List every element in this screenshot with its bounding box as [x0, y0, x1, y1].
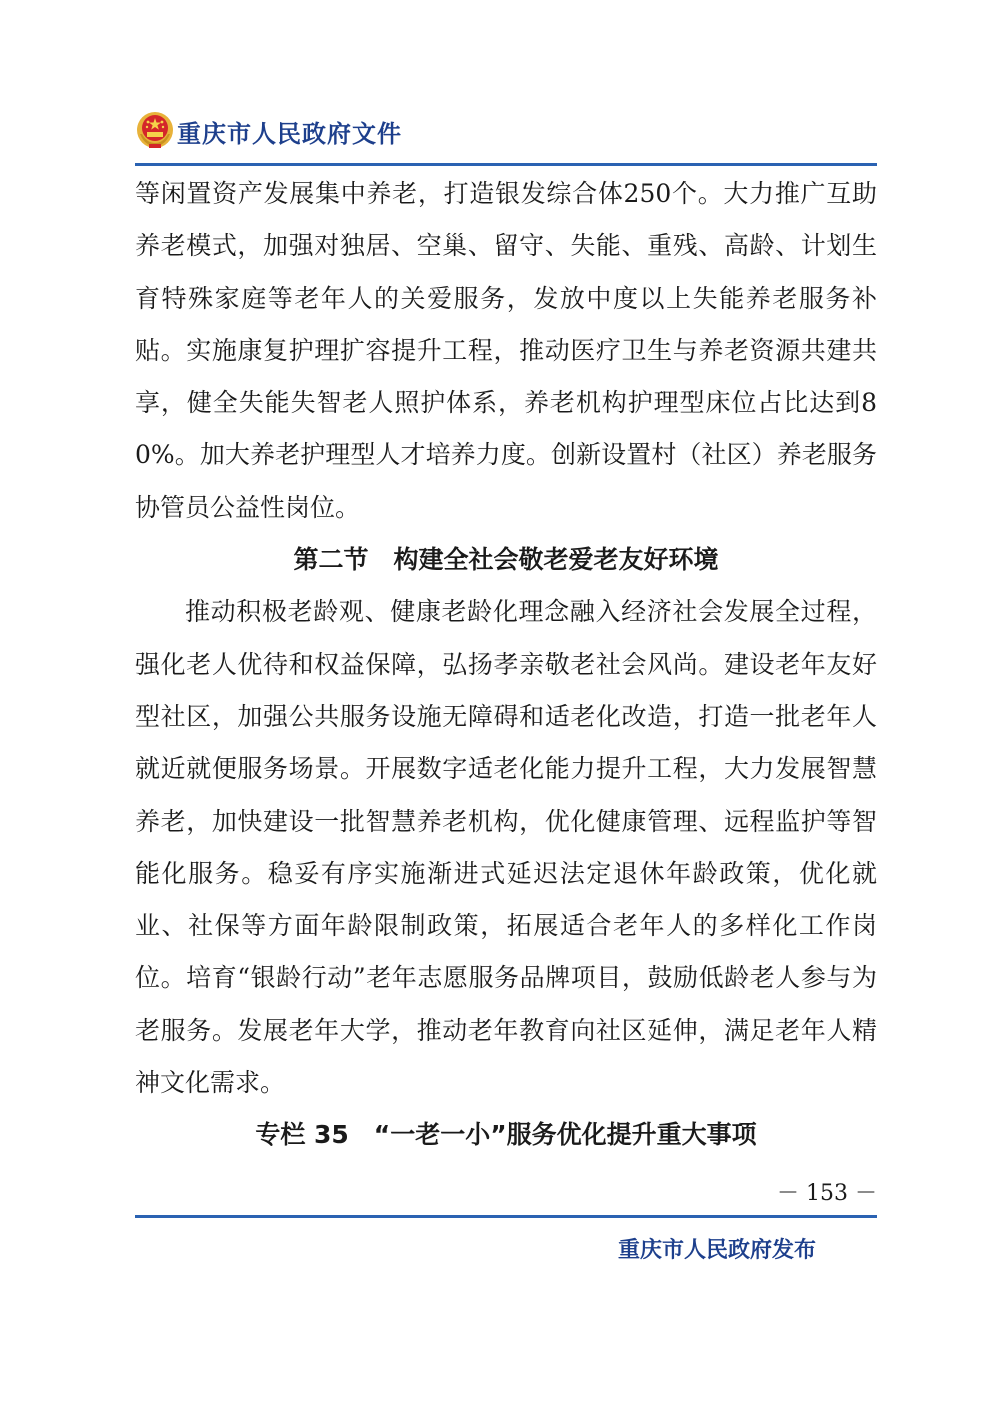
national-emblem-icon [135, 110, 175, 150]
paragraph: 等闲置资产发展集中养老，打造银发综合体250个。大力推广互助养老模式，加强对独居、空巢、留守、失能、重残、高龄、计划生育特殊家庭等老年人的关爱服务，发放中度以上失能养老服务补贴。实施康复护理扩容提升工程，推动医疗卫生与养老资源共建共享，健全失能失智老人照护体系，养老机构护理型床位占比达到80%。加大养老护理型人才培养力度。创新设置村（社区）养老服务协管员公益性岗位。 [135, 179, 877, 522]
document-body [135, 168, 877, 1162]
footer-publisher: 重庆市人民政府发布 [617, 1238, 816, 1263]
header-title: 重庆市人民政府文件 [177, 120, 402, 148]
document-header [135, 108, 877, 156]
column-heading: 专栏 35 “一老一小”服务优化提升重大事项 [255, 1120, 757, 1150]
paragraph: 推动积极老龄观、健康老龄化理念融入经济社会发展全过程，强化老人优待和权益保障，弘扬孝亲敬老社会风尚。建设老年友好型社区，加强公共服务设施无障碍和适老化改造，打造一批老年人就近就便服务场景。开展数字适老化能力提升工程，大力发展智慧养老，加快建设一批智慧养老机构，优化健康管理、远程监护等智能化服务。稳妥有序实施渐进式延迟法定退休年龄政策，优化就业、社保等方面年龄限制政策，拓展适合老年人的多样化工作岗位。培育“银龄行动”老年志愿服务品牌项目，鼓励低龄老人参与为老服务。发展老年大学，推动老年教育向社区延伸，满足老年人精神文化需求。 [135, 597, 877, 1098]
page-number: － 153 － [777, 1181, 877, 1206]
section-heading: 第二节 构建全社会敬老爱老友好环境 [293, 545, 719, 575]
header-rule [135, 163, 877, 166]
footer-rule [135, 1215, 877, 1218]
